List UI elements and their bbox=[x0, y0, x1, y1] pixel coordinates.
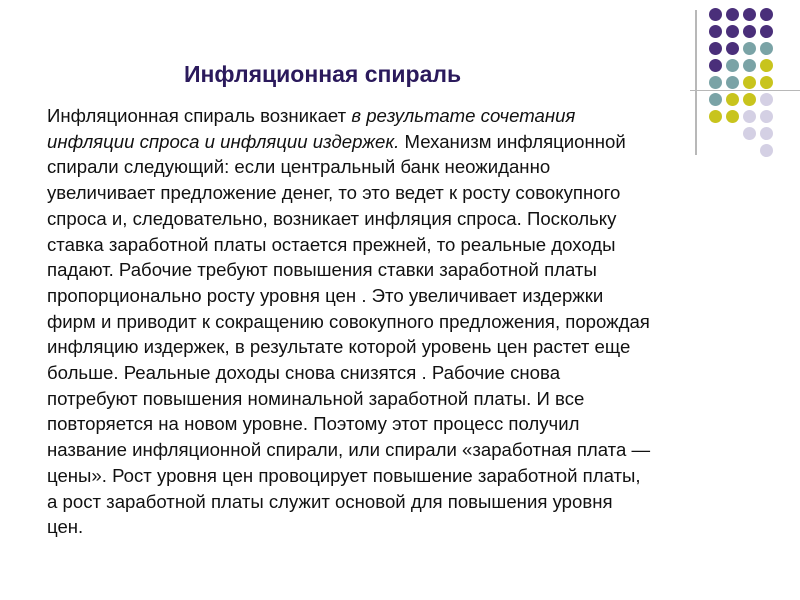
text-span: Инфляционная спираль возникает bbox=[47, 105, 352, 126]
decor-dot bbox=[743, 42, 756, 55]
text-line: увеличивает предложение денег, то это ведет к росту совокупного bbox=[47, 182, 621, 204]
decor-dot bbox=[743, 8, 756, 21]
decor-dot bbox=[726, 25, 739, 38]
text-line: цен. bbox=[47, 516, 84, 538]
decor-dot bbox=[760, 76, 773, 89]
text-line: ставка заработной платы остается прежней, то реальные доходы bbox=[47, 233, 616, 255]
decor-dot bbox=[743, 25, 756, 38]
decor-dot bbox=[709, 8, 722, 21]
italic-text-span: в результате сочетания bbox=[351, 105, 576, 126]
slide-title: Инфляционная спираль bbox=[184, 61, 462, 87]
text-line: пропорционально росту уровня цен . Это увеличивает издержки bbox=[47, 284, 604, 306]
text-line: инфляцию издержек, в результате которой уровень цен растет еще bbox=[47, 336, 631, 358]
decor-dot bbox=[709, 59, 722, 72]
text-line: а рост заработной платы служит основой для повышения уровня bbox=[47, 490, 613, 512]
text-line bbox=[47, 103, 787, 129]
decor-dot bbox=[760, 25, 773, 38]
decor-dot bbox=[726, 8, 739, 21]
decor-dot bbox=[709, 76, 722, 89]
text-line: потребуют повышения номинальной заработной платы. И все bbox=[47, 387, 585, 409]
decor-dot bbox=[726, 42, 739, 55]
text-line: больше. Реальные доходы снова снизятся . Рабочие снова bbox=[47, 362, 561, 384]
text-line: падают. Рабочие требуют повышения ставки заработной платы bbox=[47, 259, 597, 281]
decor-dot bbox=[760, 42, 773, 55]
text-line: цены». Рост уровня цен провоцирует повышение заработной платы, bbox=[47, 464, 641, 486]
text-line: повторяется на новом уровне. Поэтому этот процесс получил bbox=[47, 413, 580, 435]
decor-dot bbox=[726, 59, 739, 72]
italic-text-span: инфляции спроса и инфляции издержек. bbox=[47, 130, 400, 152]
decor-dot bbox=[726, 76, 739, 89]
decor-dot bbox=[743, 59, 756, 72]
text-span: Механизм инфляционной bbox=[399, 130, 626, 152]
decor-dot bbox=[760, 59, 773, 72]
decor-dot bbox=[743, 76, 756, 89]
text-line: название инфляционной спирали, или спирали «заработная плата — bbox=[47, 439, 651, 461]
text-line: спирали следующий: если центральный банк неожиданно bbox=[47, 156, 551, 178]
decor-dot bbox=[709, 42, 722, 55]
text-line bbox=[47, 129, 787, 155]
text-line: фирм и приводит к сокращению совокупного предложения, порождая bbox=[47, 310, 650, 332]
decor-dot bbox=[760, 8, 773, 21]
decor-dot bbox=[709, 25, 722, 38]
text-line: спроса и, следовательно, возникает инфляция спроса. Поскольку bbox=[47, 207, 617, 229]
slide-body-text bbox=[47, 103, 787, 540]
